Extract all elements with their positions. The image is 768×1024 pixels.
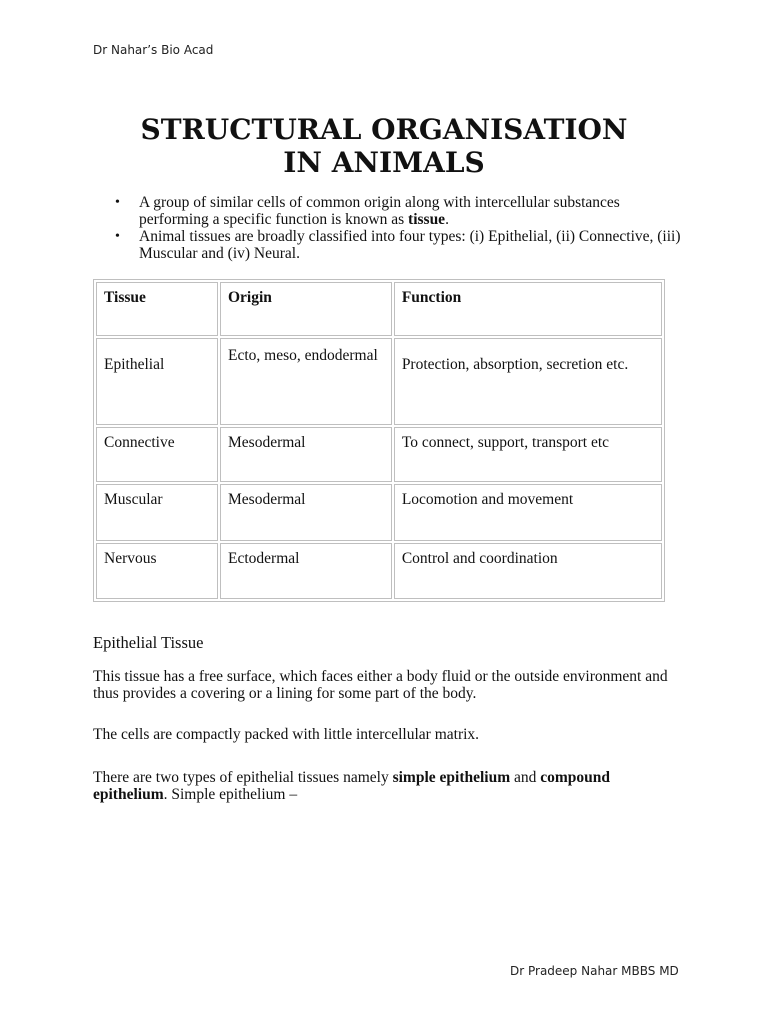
table-cell: Mesodermal (220, 484, 392, 541)
para-text: and (510, 769, 541, 786)
page-title (0, 113, 768, 179)
table-cell: Control and coordination (394, 543, 662, 599)
header-cell-function: Function (394, 282, 662, 336)
tissue-table (93, 279, 665, 602)
table-cell: Connective (96, 427, 218, 482)
para-bold-term: simple epithelium (392, 769, 511, 786)
table-cell: Protection, absorption, secretion etc. (394, 338, 662, 425)
title-line-1: STRUCTURAL ORGANISATION (140, 113, 628, 146)
para-text: . Simple epithelium – (163, 786, 298, 803)
header-cell-tissue: Tissue (96, 282, 218, 336)
table-header-row (96, 282, 662, 336)
table-cell: Muscular (96, 484, 218, 541)
table-row (96, 543, 662, 599)
bullet-item (108, 228, 688, 262)
bullet-item (108, 194, 688, 228)
page-footer: Dr Pradeep Nahar MBBS MD (510, 964, 679, 978)
table-cell: Epithelial (96, 338, 218, 425)
table-row (96, 338, 662, 425)
para-text: There are two types of epithelial tissues namely (93, 769, 393, 786)
table-cell: Mesodermal (220, 427, 392, 482)
table-cell: To connect, support, transport etc (394, 427, 662, 482)
paragraph-epithelium-types (93, 769, 673, 803)
title-line-2: IN ANIMALS (283, 146, 485, 179)
header-cell-origin: Origin (220, 282, 392, 336)
paragraph-free-surface: This tissue has a free surface, which faces either a body fluid or the outside environment and thus provides a covering or a lining for some part of the body. (93, 668, 668, 702)
section-heading: Epithelial Tissue (93, 633, 204, 652)
table-cell: Locomotion and movement (394, 484, 662, 541)
table-row (96, 427, 662, 482)
page-header: Dr Nahar’s Bio Acad (93, 43, 214, 57)
bullet-bold-term: tissue (408, 211, 446, 228)
para-bold-term: compound epithelium (93, 769, 611, 803)
bullet-text-end: . (445, 211, 449, 228)
intro-bullet-list (108, 194, 688, 262)
bullet-text: A group of similar cells of common origin along with intercellular substances performing a specific function is known as (139, 194, 620, 228)
bullet-text: Animal tissues are broadly classified into four types: (i) Epithelial, (ii) Connective, (iii) Muscular and (iv) Neural. (139, 228, 681, 262)
table-cell: Ecto, meso, endodermal (220, 338, 392, 425)
paragraph-compact-cells: The cells are compactly packed with little intercellular matrix. (93, 726, 480, 743)
table-cell: Nervous (96, 543, 218, 599)
table-row (96, 484, 662, 541)
table-cell: Ectodermal (220, 543, 392, 599)
